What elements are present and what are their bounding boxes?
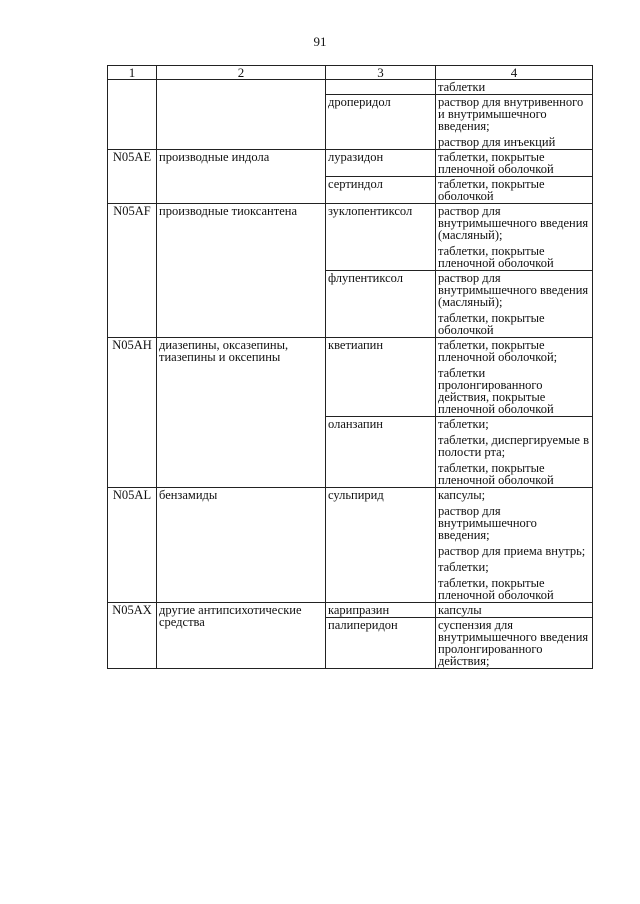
dosage-form: раствор для инъекций [438,135,556,149]
dosage-form: таблетки, покрытые пленочной оболочкой [438,576,554,602]
dosage-forms-cell [436,204,593,271]
dosage-forms-cell [436,177,593,204]
atc-code-cell [108,80,157,150]
dosage-form: таблетки, покрытые пленочной оболочкой [438,244,554,270]
dosage-forms-cell [436,417,593,488]
atc-code-cell: N05AL [108,488,157,603]
drug-name-cell: сульпирид [326,488,436,603]
drug-table [107,65,593,669]
page-number: 91 [313,34,327,49]
column-header: 3 [326,66,436,80]
dosage-forms-cell [436,618,593,669]
column-header: 1 [108,66,157,80]
drug-name-cell: зуклопентиксол [326,204,436,271]
dosage-forms-cell [436,80,593,95]
table-row [108,80,593,95]
drug-name-cell: оланзапин [326,417,436,488]
column-header: 4 [436,66,593,80]
dosage-form: раствор для внутривенного и внутримышечного введения; [438,95,584,133]
atc-code-cell: N05AF [108,204,157,338]
drug-name-cell: кветиапин [326,338,436,417]
dosage-forms-cell [436,271,593,338]
atc-code-cell: N05AH [108,338,157,488]
dosage-form: таблетки, покрытые пленочной оболочкой [438,150,554,176]
dosage-form: капсулы [438,603,482,617]
dosage-forms-cell [436,338,593,417]
dosage-forms-cell [436,488,593,603]
group-name-cell: производные тиоксантена [157,204,326,338]
dosage-form: раствор для внутримышечного введения (масляный); [438,271,589,309]
dosage-form: таблетки, покрытые пленочной оболочкой [438,461,554,487]
drug-name-cell: луразидон [326,150,436,177]
table-body [108,80,593,669]
dosage-form: таблетки, диспергируемые в полости рта; [438,433,589,459]
group-name-cell [157,80,326,150]
group-name-cell: производные индола [157,150,326,204]
dosage-form: таблетки; [438,560,489,574]
table-row [108,488,593,603]
group-name-cell: другие антипсихотические средства [157,603,326,669]
dosage-forms-cell [436,603,593,618]
drug-name-cell: сертиндол [326,177,436,204]
group-name-cell: бензамиды [157,488,326,603]
drug-name-cell: дроперидол [326,95,436,150]
dosage-form: раствор для приема внутрь; [438,544,586,558]
drug-name-cell [326,80,436,95]
atc-code-cell: N05AE [108,150,157,204]
drug-name-cell: карипразин [326,603,436,618]
dosage-form: раствор для внутримышечного введения; [438,504,537,542]
column-header: 2 [157,66,326,80]
atc-code-cell: N05AX [108,603,157,669]
header-row [108,66,593,80]
dosage-form: таблетки, покрытые оболочкой [438,177,545,203]
dosage-form: таблетки пролонгированного действия, покрытые пленочной оболочкой [438,366,554,416]
dosage-forms-cell [436,150,593,177]
table-row [108,338,593,417]
dosage-form: таблетки [438,80,486,94]
dosage-form: таблетки; [438,417,489,431]
drug-name-cell: палиперидон [326,618,436,669]
dosage-form: таблетки, покрытые оболочкой [438,311,545,337]
dosage-form: таблетки, покрытые пленочной оболочкой; [438,338,558,364]
dosage-form: капсулы; [438,488,486,502]
dosage-forms-cell [436,95,593,150]
drug-name-cell: флупентиксол [326,271,436,338]
table-row [108,603,593,618]
table-row [108,204,593,271]
dosage-form: суспензия для внутримышечного введения пролонгированного действия; [438,618,589,668]
group-name-cell: диазепины, оксазепины, тиазепины и оксепины [157,338,326,488]
table-row [108,150,593,177]
dosage-form: раствор для внутримышечного введения (масляный); [438,204,589,242]
